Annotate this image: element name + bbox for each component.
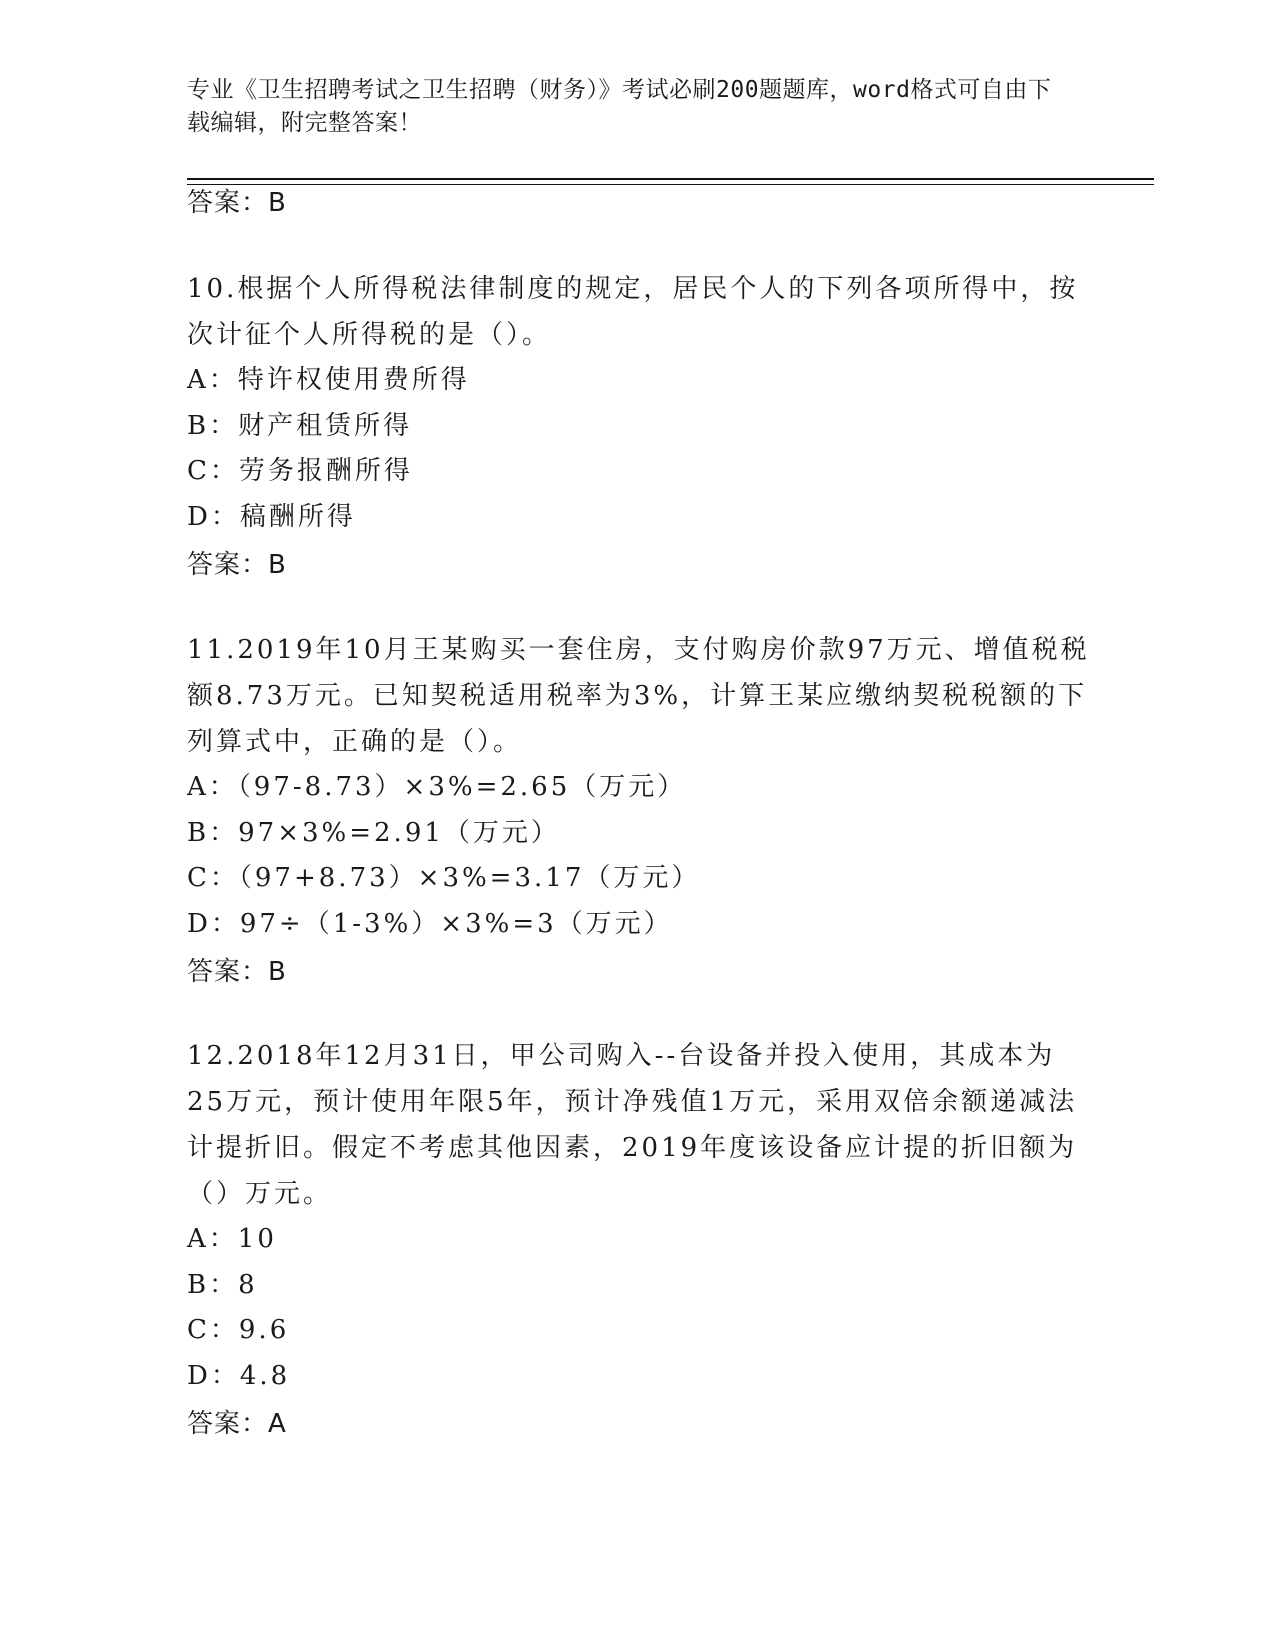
answer-label: 答案：B — [187, 957, 287, 987]
header-divider-thick — [187, 178, 1154, 180]
question-11 — [187, 627, 1092, 947]
option-a: A：10 — [187, 1224, 277, 1254]
question-stem: 12.2018年12月31日，甲公司购入--台设备并投入使用，其成本为25万元，预计使用年限5年，预计净残值1万元，采用双倍余额递减法计提折旧。假定不考虑其他因素，2019年度该设备应计提的折旧额为（）万元。 — [187, 1041, 1078, 1209]
option-b: B：8 — [187, 1269, 258, 1300]
question-10 — [187, 266, 1092, 540]
question-stem: 11.2019年10月王某购买一套住房，支付购房价款97万元、增值税税额8.73万元。已知契税适用税率为3%，计算王某应缴纳契税税额的下列算式中，正确的是（）。 — [187, 635, 1090, 757]
header-divider-thin — [187, 184, 1154, 185]
answer-label: 答案：A — [187, 1409, 287, 1439]
option-a: A：（97-8.73）×3%=2.65（万元） — [187, 772, 687, 802]
option-c: C：劳务报酬所得 — [187, 456, 413, 486]
answer-label: 答案：B — [187, 550, 287, 580]
option-b: B：97×3%=2.91（万元） — [187, 817, 560, 848]
option-c: C：9.6 — [187, 1315, 290, 1345]
option-d: D：4.8 — [187, 1360, 291, 1391]
option-b: B：财产租赁所得 — [187, 410, 413, 441]
question-12 — [187, 1033, 1092, 1399]
option-a: A：特许权使用费所得 — [187, 365, 470, 395]
option-d: D：97÷（1-3%）×3%=3（万元） — [187, 908, 673, 939]
option-d: D：稿酬所得 — [187, 501, 356, 532]
document-header-title: 专业《卫生招聘考试之卫生招聘（财务）》考试必刷200题题库，word格式可自由下载编辑，附完整答案！ — [187, 77, 1052, 136]
question-stem: 10.根据个人所得税法律制度的规定，居民个人的下列各项所得中，按次计征个人所得税的是（）。 — [187, 274, 1079, 350]
answer-label: 答案：B — [187, 188, 287, 218]
option-c: C：（97+8.73）×3%=3.17（万元） — [187, 863, 701, 893]
